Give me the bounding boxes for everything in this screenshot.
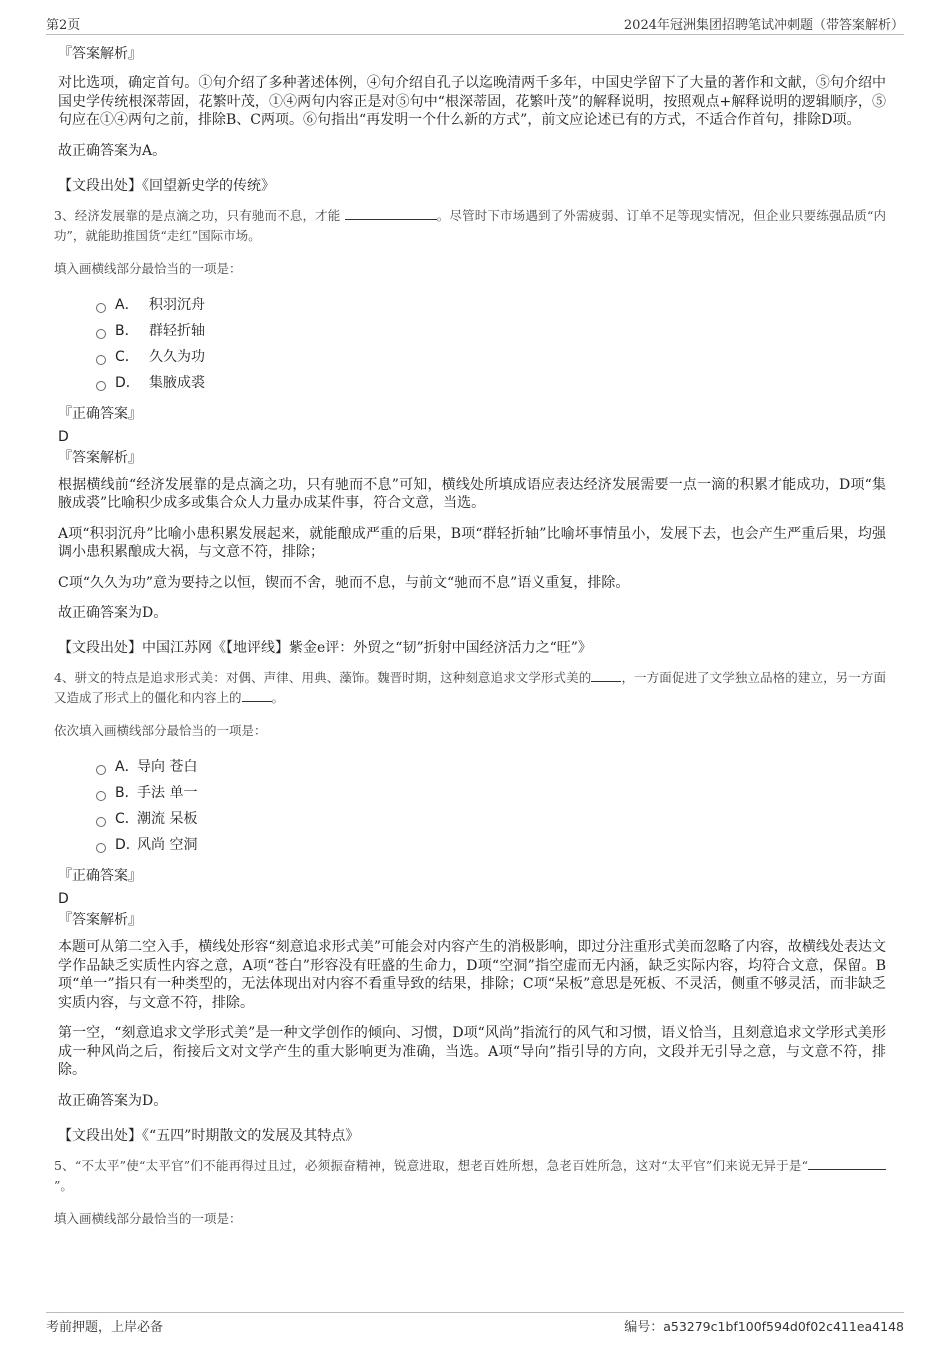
page-number: 第2页: [46, 18, 81, 33]
radio-icon[interactable]: [96, 765, 106, 775]
question-3-prompt: 填入画横线部分最恰当的一项是：: [54, 260, 242, 276]
analysis-text: A项“积羽沉舟”比喻小患积累发展起来，就能酿成严重的后果，B项“群轻折轴”比喻坏事情虽小，发展下去，也会产生严重后果，均强调小患积累酿成大祸，与文意不符，排除；: [58, 525, 886, 560]
question-5-prompt: 填入画横线部分最恰当的一项是：: [54, 1210, 242, 1226]
analysis-label: 『答案解析』: [58, 46, 142, 62]
page-header: [46, 12, 904, 35]
answer-blank: [808, 1157, 886, 1170]
page-footer: [46, 1312, 904, 1333]
question-3-text: 3、经济发展靠的是点滴之功，只有驰而不息，才能 。尽管时下市场遇到了外需疲弱、订单不足等现实情况，但企业只要练强品质“内功”，就能助推国货“走红”国际市场。: [54, 207, 886, 243]
analysis-text: 对比选项，确定首句。①句介绍了多种著述体例，④句介绍自孔子以迄晚清两千多年，中国史学留下了大量的著作和文献，⑤句介绍中国史学传统根深蒂固，花繁叶茂，①④两句内容正是对⑤句中“根深蒂固，花繁叶茂”的解释说明，按照观点+解释说明的逻辑顺序，⑤句应在①④两句之前，排除B、C两项。⑥句指出“再发明一个什么新的方式”，前文应论述已有的方式，不适合作首句，排除D项。: [58, 75, 886, 128]
option-b[interactable]: B． 手法 单一: [96, 780, 886, 806]
option-a[interactable]: A． 积羽沉舟: [96, 292, 886, 318]
analysis-text: C项“久久为功”意为要持之以恒，锲而不舍，驰而不息，与前文“驰而不息”语义重复，排除。: [58, 574, 630, 591]
analysis-label: 『答案解析』: [58, 449, 142, 466]
correct-answer-label: 『正确答案』: [58, 868, 142, 884]
source-line: 【文段出处】中国江苏网《【地评线】紫金e评：外贸之“韧”折射中国经济活力之“旺”》: [58, 640, 592, 656]
source-line: 【文段出处】《“五四”时期散文的发展及其特点》: [58, 1127, 360, 1144]
radio-icon[interactable]: [96, 817, 106, 827]
footer-slogan: 考前押题，上岸必备: [46, 1320, 164, 1335]
document-title: 2024年冠洲集团招聘笔试冲刺题（带答案解析）: [623, 18, 904, 33]
option-d[interactable]: D． 集腋成裘: [96, 370, 886, 396]
final-answer: 故正确答案为D。: [58, 1092, 168, 1109]
page-content: [56, 42, 886, 1242]
option-b[interactable]: B． 群轻折轴: [96, 318, 886, 344]
document-code: 编号：a53279c1bf100f594d0f02c411ea4148: [624, 1319, 904, 1335]
option-c[interactable]: C． 潮流 呆板: [96, 806, 886, 832]
analysis-label: 『答案解析』: [58, 912, 142, 928]
source-line: 【文段出处】《回望新史学的传统》: [58, 177, 275, 194]
radio-icon[interactable]: [96, 329, 106, 339]
answer-blank: [242, 689, 272, 702]
correct-answer: D: [58, 891, 69, 907]
question-4-prompt: 依次填入画横线部分最恰当的一项是：: [54, 723, 267, 738]
final-answer: 故正确答案为A。: [58, 142, 167, 159]
analysis-text: 本题可从第二空入手，横线处形容“刻意追求形式美”可能会对内容产生的消极影响，即过分注重形式美而忽略了内容，故横线处表达文学作品缺乏实质性内容之意，A项“苍白”形容没有旺盛的生命力，D项“空洞”指空虚而无内涵，缺乏实际内容，均符合文意，保留。B项“单一”指只有一种类型的，无法体现出对内容不看重导致的结果，排除；C项“呆板”意思是死板、不灵活，侧重不够灵活，而非缺乏实质内容，与文意不符，排除。: [58, 939, 886, 1011]
option-c[interactable]: C． 久久为功: [96, 344, 886, 370]
question-3-options: [96, 292, 886, 396]
analysis-text: 根据横线前“经济发展靠的是点滴之功，只有驰而不息”可知，横线处所填成语应表达经济发展需要一点一滴的积累才能成功，D项“集腋成裘”比喻积少成多或集合众人力量办成某件事，符合文意，当选。: [58, 476, 886, 511]
radio-icon[interactable]: [96, 381, 106, 391]
final-answer: 故正确答案为D。: [58, 605, 168, 621]
correct-answer: D: [58, 428, 69, 445]
radio-icon[interactable]: [96, 791, 106, 801]
question-4-options: [96, 754, 886, 858]
correct-answer-label: 『正确答案』: [58, 405, 142, 422]
question-5-text: 5、“不太平”使“太平官”们不能再得过且过，必须振奋精神，锐意进取，想老百姓所想，急老百姓所急，这对“太平官”们来说无异于是“”。: [54, 1156, 886, 1196]
answer-blank: [591, 669, 621, 682]
radio-icon[interactable]: [96, 303, 106, 313]
option-a[interactable]: A． 导向 苍白: [96, 754, 886, 780]
radio-icon[interactable]: [96, 355, 106, 365]
radio-icon[interactable]: [96, 843, 106, 853]
analysis-text: 第一空，“刻意追求文学形式美”是一种文学创作的倾向、习惯，D项“风尚”指流行的风气和习惯，语义恰当，且刻意追求文学形式美形成一种风尚之后，衔接后文对文学产生的重大影响更为准确，当选。A项“导向”指引导的方向，文段并无引导之意，与文意不符，排除。: [58, 1025, 886, 1078]
answer-blank: [345, 207, 437, 220]
option-d[interactable]: D． 风尚 空洞: [96, 832, 886, 858]
question-4-text: 4、骈文的特点是追求形式美：对偶、声律、用典、藻饰。魏晋时期，这种刻意追求文学形式美的 ，一方面促进了文学独立品格的建立，另一方面又造成了形式上的僵化和内容上的 。: [54, 670, 886, 705]
